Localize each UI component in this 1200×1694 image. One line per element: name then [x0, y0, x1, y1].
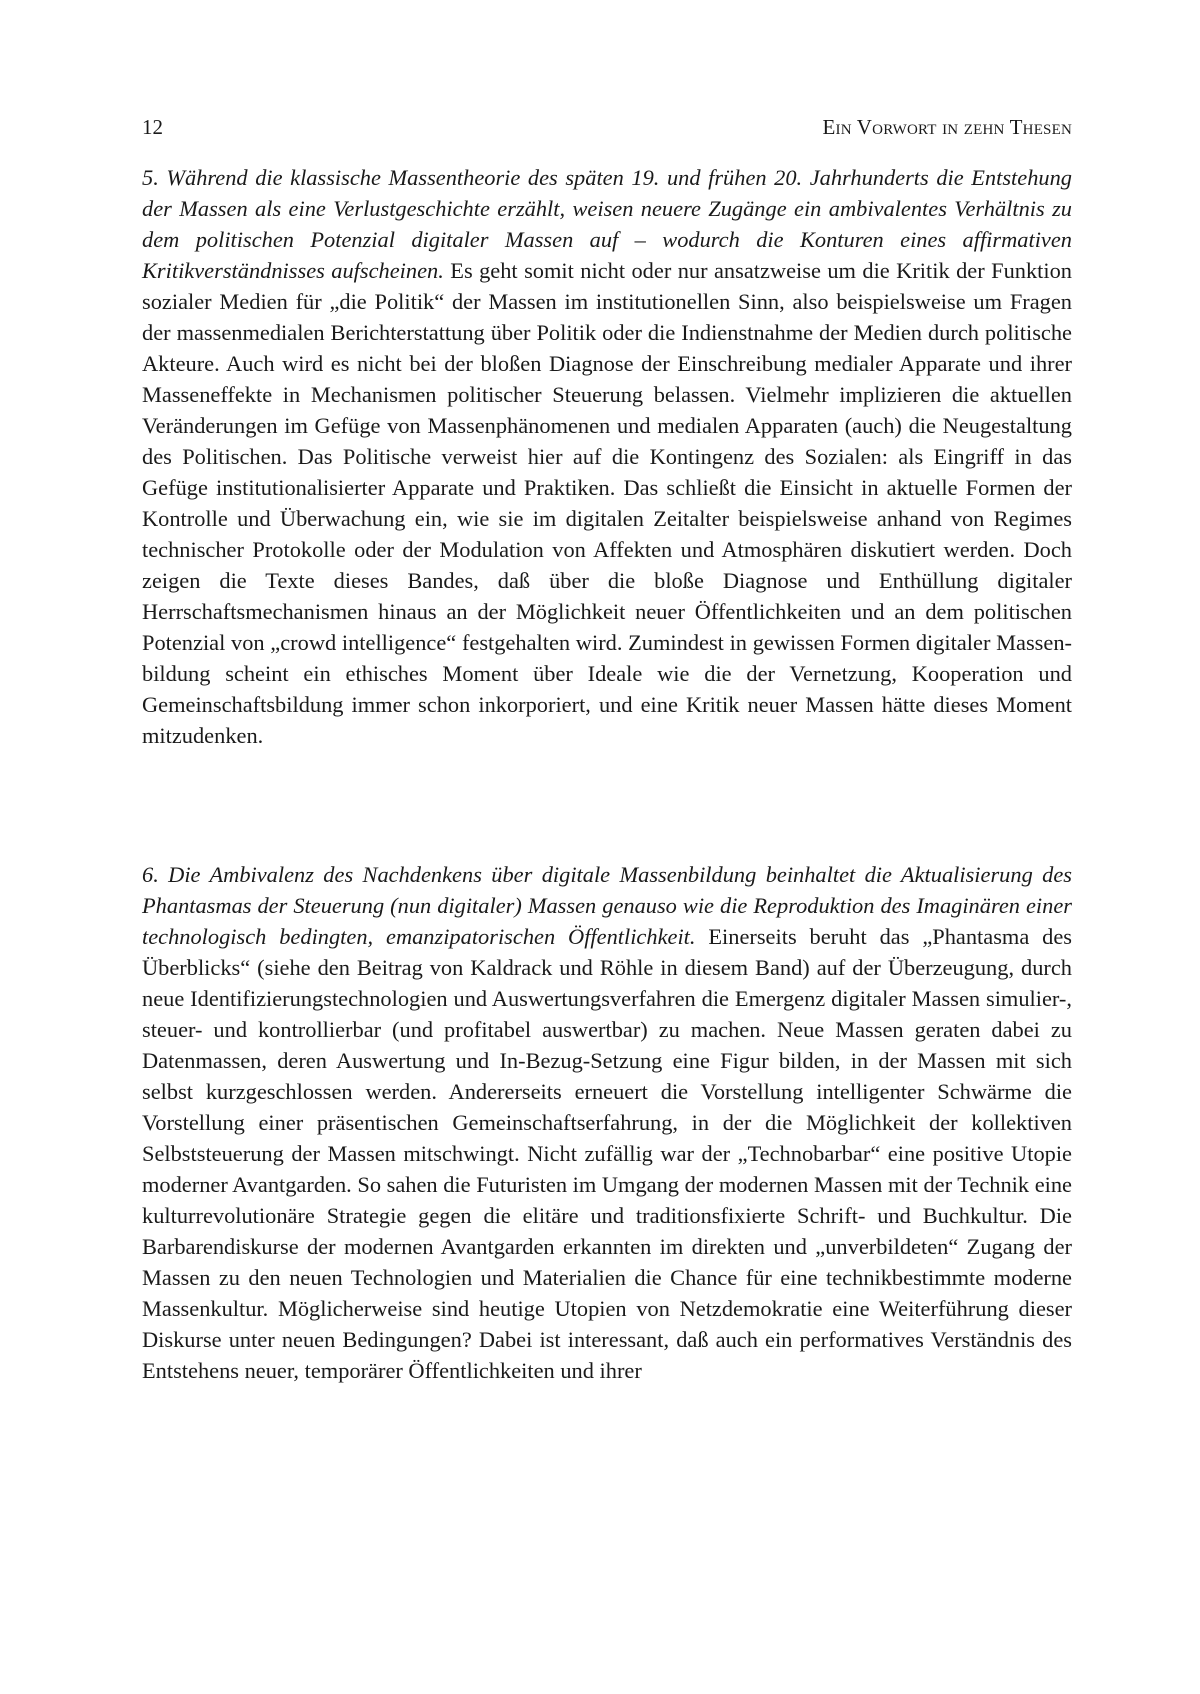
thesis-6-lead: 6. Die Ambivalenz des Nachdenkens über digitale Massenbildung beinhaltet die Aktualisierung des Phantasmas der Steuerung (nun digitaler) Massen genauso wie die Reproduktion des Imaginären einer technologisch bedingten, emanzipatorischen Öffentlichkeit.	[142, 862, 1072, 949]
thesis-5-lead: 5. Während die klassische Massentheorie des späten 19. und frühen 20. Jahrhunderts die Entstehung der Massen als eine Verlustgeschichte erzählt, weisen neuere Zugänge ein ambivalentes Verhältnis zu dem politischen Potenzial digitaler Massen auf – wodurch die Konturen eines affirmativen Kritikverständnisses aufscheinen.	[142, 165, 1072, 283]
thesis-5-body: Es geht somit nicht oder nur ansatzweise um die Kritik der Funktion sozialer Medien für „die Politik“ der Massen im institutionellen Sinn, also beispielsweise um Fragen der massenmedialen Berichterstattung über Politik oder die Indienstnahme der Medien durch politische Akteure. Auch wird es nicht bei der bloßen Diagnose der Einschreibung medialer Apparate und ihrer Masseneffekte in Mechanismen politischer Steuerung belassen. Vielmehr implizieren die aktuellen Veränderungen im Gefüge von Massenphänomenen und medialen Apparaten (auch) die Neugestaltung des Politischen. Das Politische verweist hier auf die Kontingenz des Sozialen: als Eingriff in das Gefüge institutionalisierter Apparate und Praktiken. Das schließt die Einsicht in aktuelle Formen der Kontrolle und Überwachung ein, wie sie im digitalen Zeitalter beispielsweise anhand von Regimes technischer Protokolle oder der Modulation von Affekten und Atmosphären diskutiert werden. Doch zeigen die Texte dieses Bandes, daß über die bloße Diagnose und Enthüllung digitaler Herrschaftsmechanismen hinaus an der Möglichkeit neuer Öffentlichkeiten und an dem politischen Potenzial von „crowd intelligence“ festgehalten wird. Zumindest in gewissen Formen digitaler Massenbildung scheint ein ethisches Moment über Ideale wie die der Vernetzung, Kooperation und Gemeinschaftsbildung immer schon inkorporiert, und eine Kritik neuer Massen hätte dieses Moment mitzudenken.	[142, 258, 1072, 748]
thesis-5-paragraph	[142, 162, 1072, 751]
running-title: Ein Vorwort in zehn Thesen	[822, 115, 1072, 139]
thesis-6-paragraph	[142, 859, 1072, 1386]
page-number: 12	[142, 115, 163, 139]
running-header	[142, 112, 1072, 142]
thesis-6-body: Einerseits beruht das „Phantasma des Überblicks“ (siehe den Beitrag von Kaldrack und Röhle in diesem Band) auf der Überzeugung, durch neue Identifizierungstechnologien und Auswertungsverfahren die Emergenz digitaler Massen simulier-, steuer- und kontrollierbar (und profitabel auswertbar) zu machen. Neue Massen geraten dabei zu Datenmassen, deren Auswertung und In-Bezug-Setzung eine Figur bilden, in der Massen mit sich selbst kurzgeschlossen werden. Andererseits erneuert die Vorstellung intelligenter Schwärme die Vorstellung einer präsentischen Gemeinschaftserfahrung, in der die Möglichkeit der kollektiven Selbststeuerung der Massen mitschwingt. Nicht zufällig war der „Technobarbar“ eine positive Utopie moderner Avantgarden. So sahen die Futuristen im Umgang der modernen Massen mit der Technik eine kulturrevolutionäre Strategie gegen die elitäre und traditionsfixierte Schrift- und Buchkultur. Die Barbarendiskurse der modernen Avantgarden erkannten im direkten und „unverbildeten“ Zugang der Massen zu den neuen Technologien und Materialien die Chance für eine technikbestimmte moderne Massenkultur. Möglicherweise sind heutige Utopien von Netzdemokratie eine Weiterführung dieser Diskurse unter neuen Bedingungen? Dabei ist interessant, daß auch ein performatives Verständnis des Entstehens neuer, temporärer Öffentlichkeiten und ihrer	[142, 924, 1072, 1383]
